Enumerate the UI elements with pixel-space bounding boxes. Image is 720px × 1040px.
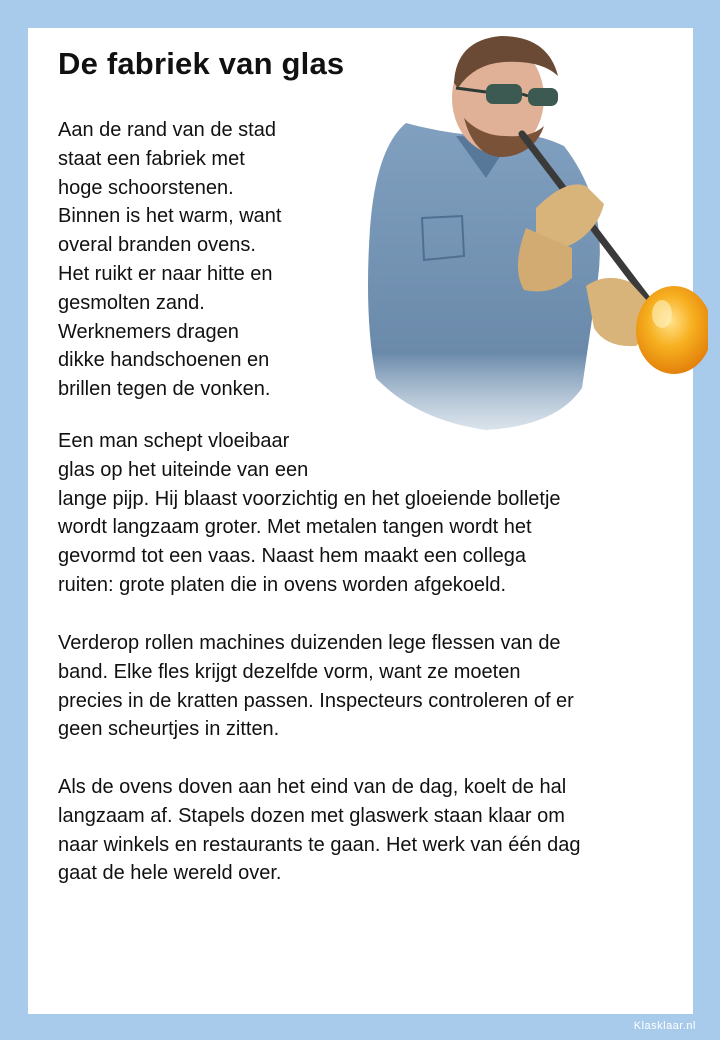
page-title: De fabriek van glas: [58, 46, 345, 81]
text-line: glas op het uiteinde van een: [58, 458, 309, 481]
text-line: gaat de hele wereld over.: [58, 862, 282, 885]
paragraph-end-of-day: [58, 773, 668, 888]
text-line: brillen tegen de vonken.: [58, 378, 271, 401]
text-line: naar winkels en restaurants te gaan. Het werk van één dag: [58, 833, 581, 856]
text-line: wordt langzaam groter. Met metalen tangen wordt het: [58, 516, 532, 539]
text-line: geen scheurtjes in zitten.: [58, 718, 280, 741]
text-line: gesmolten zand.: [58, 291, 205, 314]
text-line: Aan de rand van de stad: [58, 119, 276, 141]
worksheet-card: [28, 28, 693, 1014]
text-line: Werknemers dragen: [58, 320, 239, 343]
text-line: ruiten: grote platen die in ovens worden afgekoeld.: [58, 573, 507, 596]
glassblower-illustration: [336, 28, 708, 448]
paragraph-glassblowing: [58, 427, 668, 600]
paragraph-intro: [58, 116, 328, 404]
text-line: overal branden ovens.: [58, 234, 256, 257]
text-line: hoge schoorstenen.: [58, 176, 234, 199]
text-line: Binnen is het warm, want: [58, 205, 282, 228]
text-line: Verderop rollen machines duizenden lege flessen van de: [58, 632, 561, 654]
text-line: precies in de kratten passen. Inspecteurs controleren of er: [58, 689, 574, 712]
text-line: dikke handschoenen en: [58, 349, 270, 372]
text-line: band. Elke fles krijgt dezelfde vorm, want ze moeten: [58, 660, 521, 683]
text-line: gevormd tot een vaas. Naast hem maakt een collega: [58, 545, 527, 568]
text-line: Een man schept vloeibaar: [58, 430, 290, 452]
paragraph-machines: [58, 629, 668, 744]
text-line: langzaam af. Stapels dozen met glaswerk staan klaar om: [58, 804, 565, 827]
text-line: Het ruikt er naar hitte en: [58, 262, 273, 285]
text-line: Als de ovens doven aan het eind van de dag, koelt de hal: [58, 776, 567, 798]
text-line: staat een fabriek met: [58, 147, 245, 170]
brand-footer: Klasklaar.nl: [633, 1020, 696, 1032]
text-line: lange pijp. Hij blaast voorzichtig en het gloeiende bolletje: [58, 487, 561, 510]
